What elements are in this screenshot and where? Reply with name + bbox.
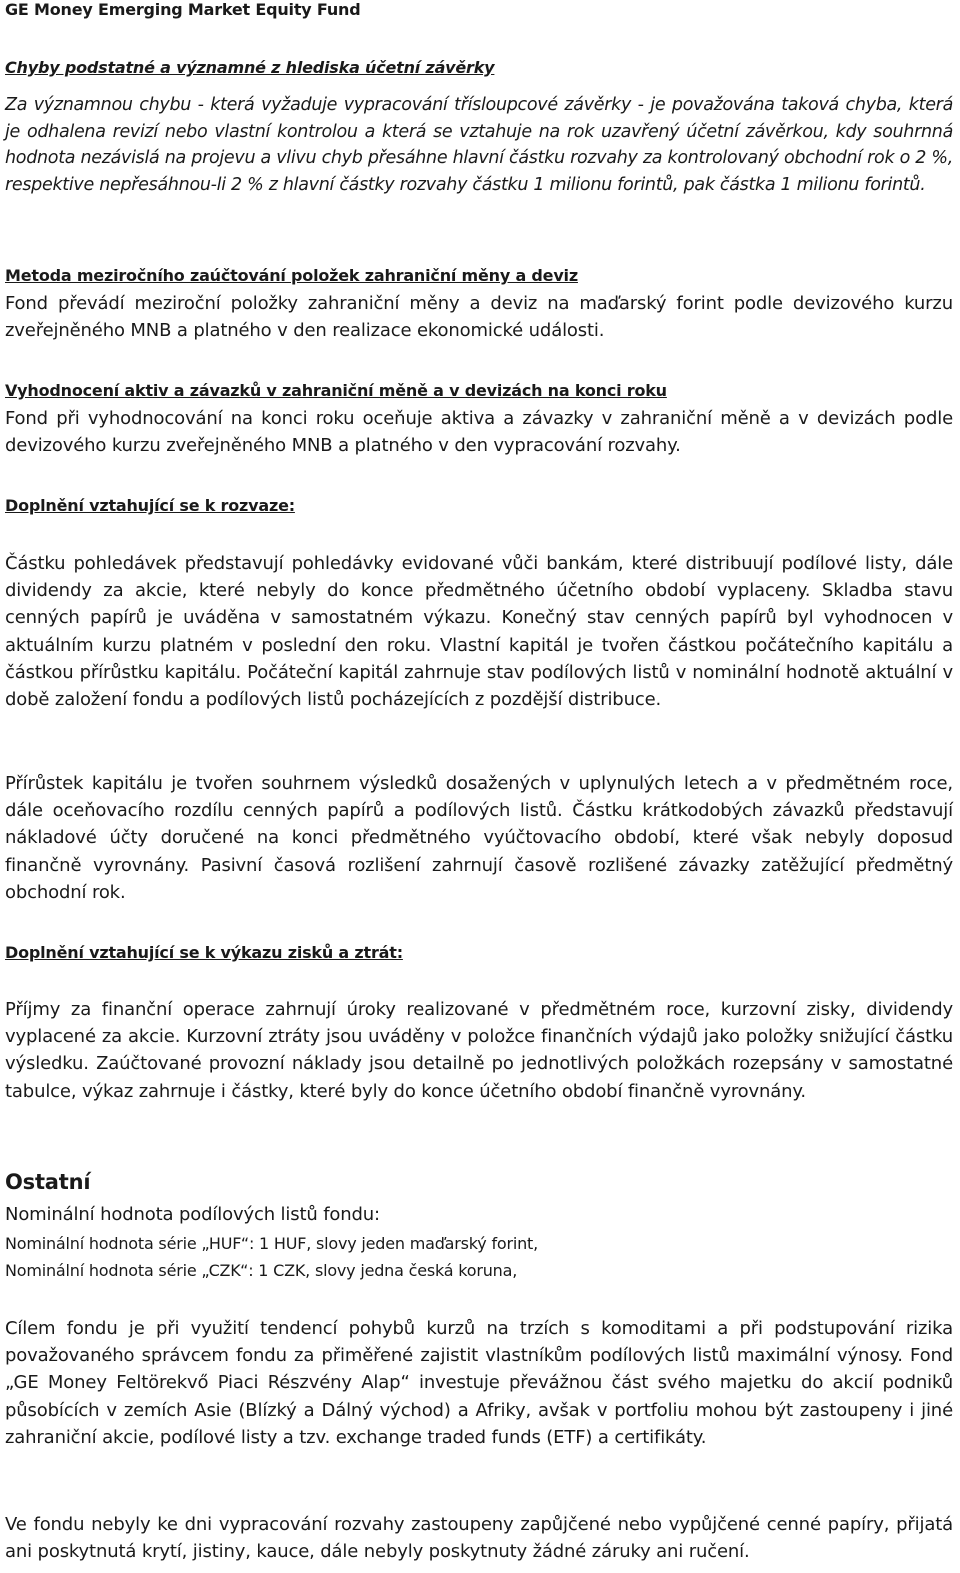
- section-balance-notes: [5, 496, 953, 516]
- paragraph-balance-2: Přírůstek kapitálu je tvořen souhrnem výsledků dosažených v uplynulých letech a v předmětném roce, dále oceňovacího rozdílu cenných papírů a podílových listů. Částku krátkodobých závazků představují nákladové účty doručené na konci předmětného vyúčtovacího období, které však nebyly doposud finančně vyrovnány. Pasivní časová rozlišení zahrnují časově rozlišené závazky zatěžující předmětný obchodní rok.: [5, 773, 953, 903]
- section-heading-errors: Chyby podstatné a významné z hlediska účetní závěrky: [5, 58, 495, 77]
- section-errors: [5, 58, 953, 198]
- section-heading-other: Ostatní: [5, 1170, 91, 1194]
- document-title: GE Money Emerging Market Equity Fund: [5, 0, 361, 19]
- section-heading-balance-notes: Doplnění vztahující se k rozvaze:: [5, 496, 295, 515]
- section-other: [5, 1168, 953, 1196]
- nominal-intro: Nominální hodnota podílových listů fondu:: [5, 1204, 380, 1225]
- paragraph-fx-valuation: Fond při vyhodnocování na konci roku oceňuje aktiva a závazky v zahraniční měně a v devizách podle devizového kurzu zveřejněného MNB a platného v den vypracování rozvahy.: [5, 408, 953, 457]
- paragraph-fx-method: Fond převádí meziroční položky zahraniční měny a deviz na maďarský forint podle devizového kurzu zveřejněného MNB a platného v den realizace ekonomické události.: [5, 293, 953, 342]
- section-pl-notes: [5, 943, 953, 963]
- section-fx-method: [5, 266, 953, 344]
- section-heading-fx-valuation: Vyhodnocení aktiv a závazků v zahraniční měně a v devizách na konci roku: [5, 381, 667, 400]
- section-fx-valuation: [5, 381, 953, 459]
- paragraph-errors: Za významnou chybu - která vyžaduje vypracování třísloupcové závěrky - je považována taková chyba, která je odhalena revizí nebo vlastní kontrolou a která se vztahuje na rok uzavřený účetní závěrkou, kdy souhrnná hodnota nezávislá na projevu a vlivu chyb přesáhne hlavní částku rozvahy za kontrolovaný obchodní rok o 2 %, respektive nepřesáhnou-li 2 % z hlavní částky rozvahy částku 1 milionu forintů, pak částka 1 milionu forintů.: [5, 95, 953, 195]
- paragraph-balance-1: Částku pohledávek představují pohledávky evidované vůči bankám, které distribuují podílové listy, dále dividendy za akcie, které nebyly do konce předmětného účetního období vyplaceny. Skladba stavu cenných papírů je uváděna v samostatném výkazu. Konečný stav cenných papírů byl vyhodnocen v aktuálním kurzu platném v poslední den roku. Vlastní kapitál je tvořen částkou počátečního kapitálu a částkou přírůstku kapitálu. Počáteční kapitál zahrnuje stav podílových listů v nominální hodnotě aktuální v době založení fondu a podílových listů pocházejících z pozdější distribuce.: [5, 553, 953, 711]
- section-heading-pl-notes: Doplnění vztahující se k výkazu zisků a ztrát:: [5, 943, 403, 962]
- section-heading-fx-method: Metoda meziročního zaúčtování položek zahraniční měny a deviz: [5, 266, 578, 285]
- paragraph-securities-loans: Ve fondu nebyly ke dni vypracování rozvahy zastoupeny zapůjčené nebo vypůjčené cenné papíry, přijatá ani poskytnutá krytí, jistiny, kauce, dále nebyly poskytnuty žádné záruky ani ručení.: [5, 1514, 953, 1563]
- paragraph-fund-goal: Cílem fondu je při využití tendencí pohybů kurzů na trzích s komoditami a při podstupování rizika považovaného správcem fondu za přiměřené zajistit vlastníkům podílových listů maximální výnosy. Fond „GE Money Feltörekvő Piaci Részvény Alap“ investuje převážnou část svého majetku do akcií podniků působících v zemích Asie (Blízký a Dálný východ) a Afriky, avšak v portfoliu mohou být zastoupeny i jiné zahraniční akcie, podílové listy a tzv. exchange traded funds (ETF) a certifikáty.: [5, 1318, 953, 1448]
- nominal-czk: Nominální hodnota série „CZK“: 1 CZK, slovy jedna česká koruna,: [5, 1261, 518, 1280]
- nominal-huf: Nominální hodnota série „HUF“: 1 HUF, slovy jeden maďarský forint,: [5, 1234, 538, 1253]
- paragraph-pl-notes: Příjmy za finanční operace zahrnují úroky realizované v předmětném roce, kurzovní zisky, dividendy vyplacené za akcie. Kurzovní ztráty jsou uváděny v položce finančních výdajů jako položky snižující částku výsledku. Zaúčtované provozní náklady jsou detailně po jednotlivých položkách rozepsány v samostatné tabulce, výkaz zahrnuje i částky, které byly do konce účetního období finančně vyrovnány.: [5, 999, 953, 1102]
